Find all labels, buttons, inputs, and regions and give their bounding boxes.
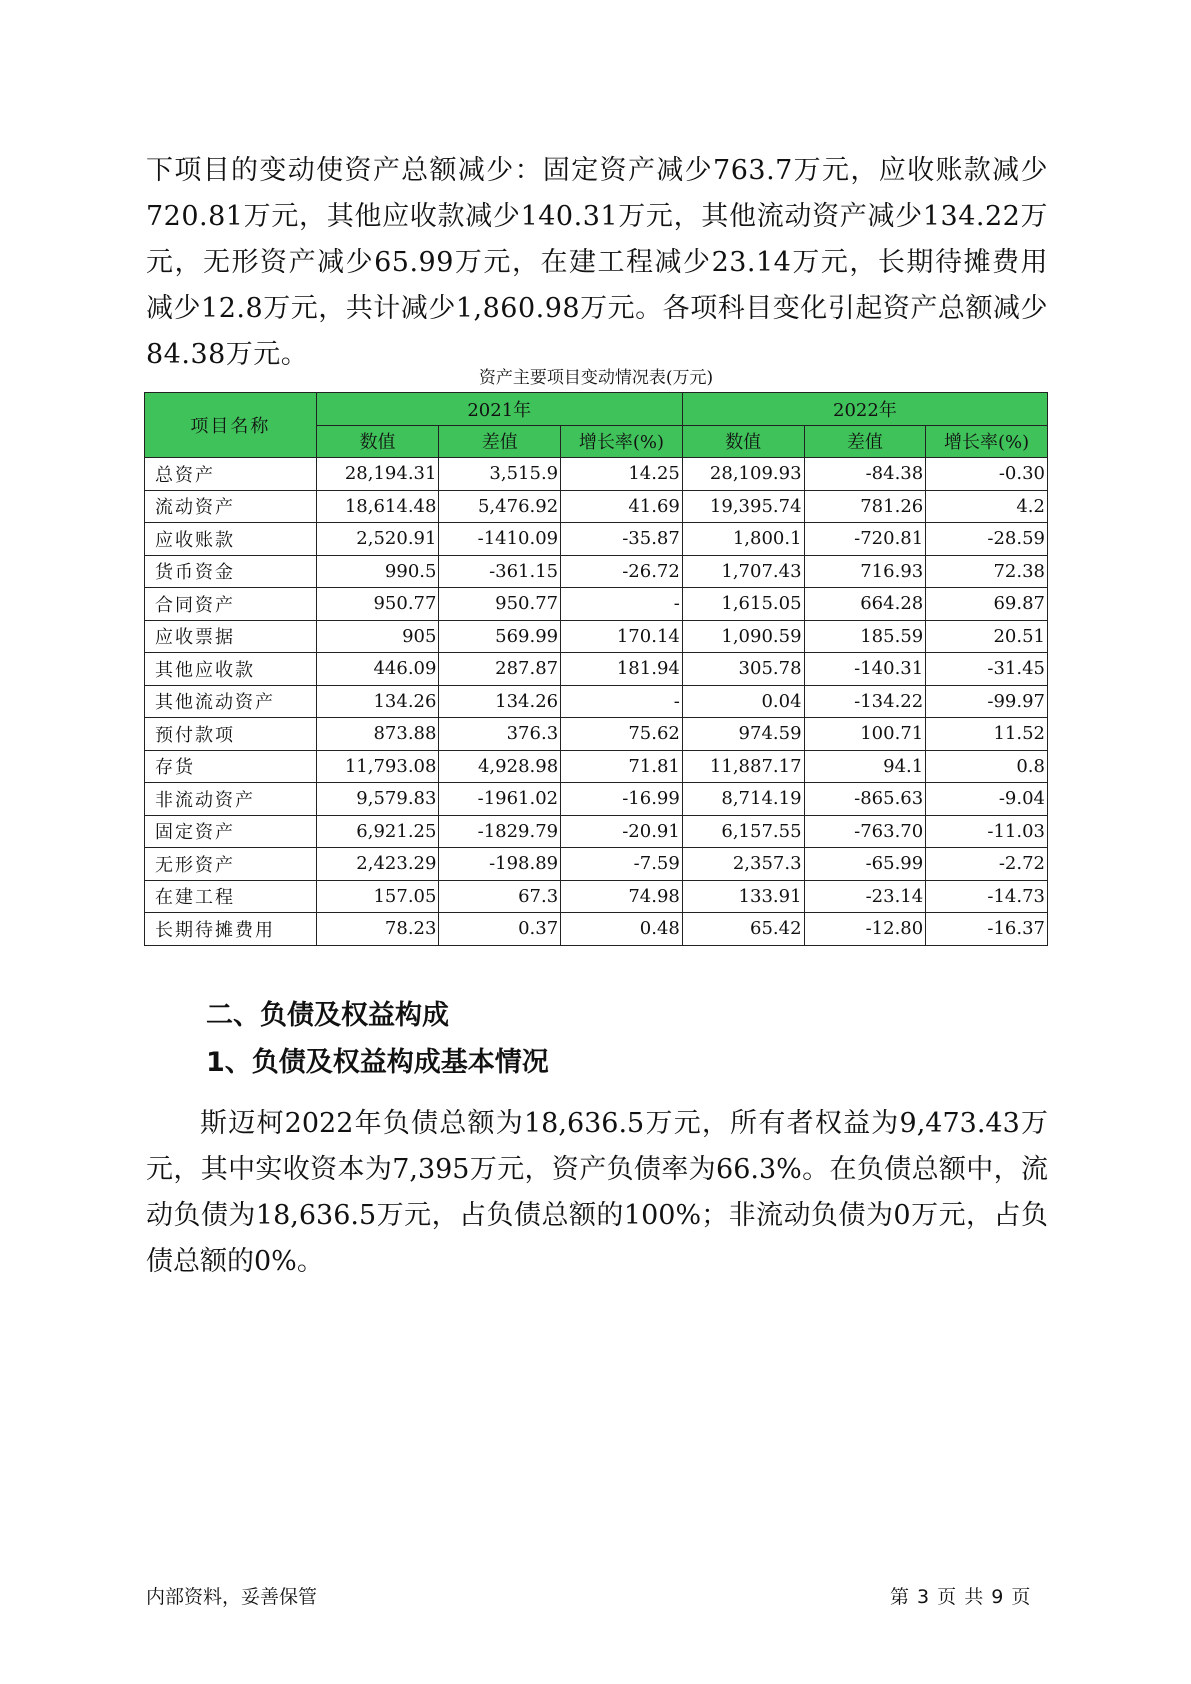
table-row bbox=[145, 490, 1048, 523]
row-value-cell: 0.48 bbox=[561, 913, 683, 946]
row-value-cell: 3,515.9 bbox=[439, 458, 561, 491]
row-value-cell: 1,615.05 bbox=[682, 588, 804, 621]
row-value-cell: 4.2 bbox=[926, 490, 1048, 523]
table-row bbox=[145, 783, 1048, 816]
table-body bbox=[145, 458, 1048, 946]
table-row bbox=[145, 848, 1048, 881]
row-item-name: 在建工程 bbox=[145, 880, 317, 913]
row-value-cell: 873.88 bbox=[316, 718, 439, 751]
row-value-cell: 170.14 bbox=[561, 620, 683, 653]
row-value-cell: -14.73 bbox=[926, 880, 1048, 913]
row-value-cell: -16.99 bbox=[561, 783, 683, 816]
row-value-cell: -12.80 bbox=[804, 913, 926, 946]
row-value-cell: 75.62 bbox=[561, 718, 683, 751]
table-row bbox=[145, 913, 1048, 946]
row-value-cell: 134.26 bbox=[439, 685, 561, 718]
row-value-cell: -140.31 bbox=[804, 653, 926, 686]
row-value-cell: -84.38 bbox=[804, 458, 926, 491]
row-value-cell: 20.51 bbox=[926, 620, 1048, 653]
row-value-cell: 69.87 bbox=[926, 588, 1048, 621]
table-row bbox=[145, 588, 1048, 621]
row-value-cell: -763.70 bbox=[804, 815, 926, 848]
row-value-cell: 74.98 bbox=[561, 880, 683, 913]
subsection-heading: 1、负债及权益构成基本情况 bbox=[206, 1047, 549, 1078]
row-value-cell: 28,109.93 bbox=[682, 458, 804, 491]
row-value-cell: 5,476.92 bbox=[439, 490, 561, 523]
row-value-cell: 134.26 bbox=[316, 685, 439, 718]
row-value-cell: 950.77 bbox=[316, 588, 439, 621]
column-header-value: 数值 bbox=[682, 425, 804, 458]
row-value-cell: 8,714.19 bbox=[682, 783, 804, 816]
row-value-cell: 6,921.25 bbox=[316, 815, 439, 848]
row-value-cell: -16.37 bbox=[926, 913, 1048, 946]
row-item-name: 合同资产 bbox=[145, 588, 317, 621]
row-value-cell: 41.69 bbox=[561, 490, 683, 523]
body-paragraph: 斯迈柯2022年负债总额为18,636.5万元，所有者权益为9,473.43万元，其中实收资本为7,395万元，资产负债率为66.3%。在负债总额中，流动负债为18,636.5万元，占负债总额的100%；非流动负债为0万元，占负债总额的0%。 bbox=[146, 1108, 1048, 1277]
row-item-name: 货币资金 bbox=[145, 555, 317, 588]
row-value-cell: 185.59 bbox=[804, 620, 926, 653]
row-value-cell: 305.78 bbox=[682, 653, 804, 686]
table-header-row-years bbox=[145, 393, 1048, 426]
row-value-cell: 1,707.43 bbox=[682, 555, 804, 588]
row-value-cell: 9,579.83 bbox=[316, 783, 439, 816]
table-row bbox=[145, 653, 1048, 686]
column-header-year-2021: 2021年 bbox=[316, 393, 682, 426]
row-item-name: 流动资产 bbox=[145, 490, 317, 523]
row-value-cell: 19,395.74 bbox=[682, 490, 804, 523]
row-value-cell: 71.81 bbox=[561, 750, 683, 783]
column-header-growth: 增长率(%) bbox=[926, 425, 1048, 458]
row-value-cell: 133.91 bbox=[682, 880, 804, 913]
row-item-name: 其他流动资产 bbox=[145, 685, 317, 718]
row-value-cell: 990.5 bbox=[316, 555, 439, 588]
row-value-cell: -23.14 bbox=[804, 880, 926, 913]
row-value-cell: 1,090.59 bbox=[682, 620, 804, 653]
row-value-cell: -35.87 bbox=[561, 523, 683, 556]
row-value-cell: 18,614.48 bbox=[316, 490, 439, 523]
row-value-cell: 28,194.31 bbox=[316, 458, 439, 491]
row-value-cell: 6,157.55 bbox=[682, 815, 804, 848]
row-value-cell: 4,928.98 bbox=[439, 750, 561, 783]
row-value-cell: 100.71 bbox=[804, 718, 926, 751]
table-row bbox=[145, 523, 1048, 556]
row-value-cell: 974.59 bbox=[682, 718, 804, 751]
row-value-cell: -1410.09 bbox=[439, 523, 561, 556]
row-item-name: 其他应收款 bbox=[145, 653, 317, 686]
table-row bbox=[145, 685, 1048, 718]
row-value-cell: 14.25 bbox=[561, 458, 683, 491]
section-heading: 二、负债及权益构成 bbox=[206, 1000, 449, 1031]
row-value-cell: -198.89 bbox=[439, 848, 561, 881]
row-value-cell: 94.1 bbox=[804, 750, 926, 783]
row-value-cell: -1961.02 bbox=[439, 783, 561, 816]
row-value-cell: 781.26 bbox=[804, 490, 926, 523]
row-value-cell: 11,793.08 bbox=[316, 750, 439, 783]
row-value-cell: 67.3 bbox=[439, 880, 561, 913]
row-value-cell: - bbox=[561, 588, 683, 621]
row-value-cell: 569.99 bbox=[439, 620, 561, 653]
column-header-year-2022: 2022年 bbox=[682, 393, 1047, 426]
row-value-cell: -2.72 bbox=[926, 848, 1048, 881]
row-value-cell: 664.28 bbox=[804, 588, 926, 621]
row-value-cell: - bbox=[561, 685, 683, 718]
row-value-cell: -99.97 bbox=[926, 685, 1048, 718]
row-value-cell: 11,887.17 bbox=[682, 750, 804, 783]
row-value-cell: 11.52 bbox=[926, 718, 1048, 751]
row-item-name: 固定资产 bbox=[145, 815, 317, 848]
row-value-cell: -31.45 bbox=[926, 653, 1048, 686]
row-value-cell: 181.94 bbox=[561, 653, 683, 686]
row-value-cell: 0.04 bbox=[682, 685, 804, 718]
row-item-name: 应收票据 bbox=[145, 620, 317, 653]
row-value-cell: -11.03 bbox=[926, 815, 1048, 848]
column-header-diff: 差值 bbox=[439, 425, 561, 458]
row-item-name: 预付款项 bbox=[145, 718, 317, 751]
row-value-cell: 157.05 bbox=[316, 880, 439, 913]
row-value-cell: -361.15 bbox=[439, 555, 561, 588]
footer-page-number: 第 3 页 共 9 页 bbox=[890, 1586, 1032, 1608]
column-header-value: 数值 bbox=[316, 425, 439, 458]
row-value-cell: -28.59 bbox=[926, 523, 1048, 556]
table-row bbox=[145, 620, 1048, 653]
row-value-cell: -134.22 bbox=[804, 685, 926, 718]
row-value-cell: 65.42 bbox=[682, 913, 804, 946]
row-value-cell: -20.91 bbox=[561, 815, 683, 848]
row-value-cell: 446.09 bbox=[316, 653, 439, 686]
row-value-cell: 287.87 bbox=[439, 653, 561, 686]
row-item-name: 总资产 bbox=[145, 458, 317, 491]
row-value-cell: 376.3 bbox=[439, 718, 561, 751]
row-item-name: 长期待摊费用 bbox=[145, 913, 317, 946]
row-item-name: 应收账款 bbox=[145, 523, 317, 556]
row-value-cell: -26.72 bbox=[561, 555, 683, 588]
row-value-cell: 78.23 bbox=[316, 913, 439, 946]
row-value-cell: -9.04 bbox=[926, 783, 1048, 816]
intro-paragraph: 下项目的变动使资产总额减少：固定资产减少763.7万元，应收账款减少720.81万元，其他应收款减少140.31万元，其他流动资产减少134.22万元，无形资产减少65.99万元，在建工程减少23.14万元，长期待摊费用减少12.8万元，共计减少1,860.98万元。各项科目变化引起资产总额减少84.38万元。 bbox=[146, 155, 1048, 370]
row-value-cell: 2,423.29 bbox=[316, 848, 439, 881]
table-row bbox=[145, 555, 1048, 588]
row-value-cell: -720.81 bbox=[804, 523, 926, 556]
row-value-cell: 905 bbox=[316, 620, 439, 653]
row-value-cell: -1829.79 bbox=[439, 815, 561, 848]
footer-confidential-note: 内部资料，妥善保管 bbox=[146, 1586, 318, 1608]
row-value-cell: -865.63 bbox=[804, 783, 926, 816]
column-header-diff: 差值 bbox=[804, 425, 926, 458]
assets-change-table bbox=[144, 392, 1048, 946]
row-value-cell: -7.59 bbox=[561, 848, 683, 881]
row-value-cell: 0.8 bbox=[926, 750, 1048, 783]
row-value-cell: 72.38 bbox=[926, 555, 1048, 588]
table-row bbox=[145, 815, 1048, 848]
row-item-name: 无形资产 bbox=[145, 848, 317, 881]
row-value-cell: -0.30 bbox=[926, 458, 1048, 491]
row-value-cell: 2,520.91 bbox=[316, 523, 439, 556]
table-row bbox=[145, 750, 1048, 783]
row-value-cell: 716.93 bbox=[804, 555, 926, 588]
row-value-cell: 0.37 bbox=[439, 913, 561, 946]
table-row bbox=[145, 880, 1048, 913]
row-value-cell: 1,800.1 bbox=[682, 523, 804, 556]
table-caption: 资产主要项目变动情况表(万元) bbox=[478, 368, 714, 388]
column-header-growth: 增长率(%) bbox=[561, 425, 683, 458]
row-value-cell: 950.77 bbox=[439, 588, 561, 621]
row-item-name: 存货 bbox=[145, 750, 317, 783]
row-item-name: 非流动资产 bbox=[145, 783, 317, 816]
table-row bbox=[145, 458, 1048, 491]
table-row bbox=[145, 718, 1048, 751]
column-header-name: 项目名称 bbox=[145, 393, 317, 458]
row-value-cell: 2,357.3 bbox=[682, 848, 804, 881]
row-value-cell: -65.99 bbox=[804, 848, 926, 881]
